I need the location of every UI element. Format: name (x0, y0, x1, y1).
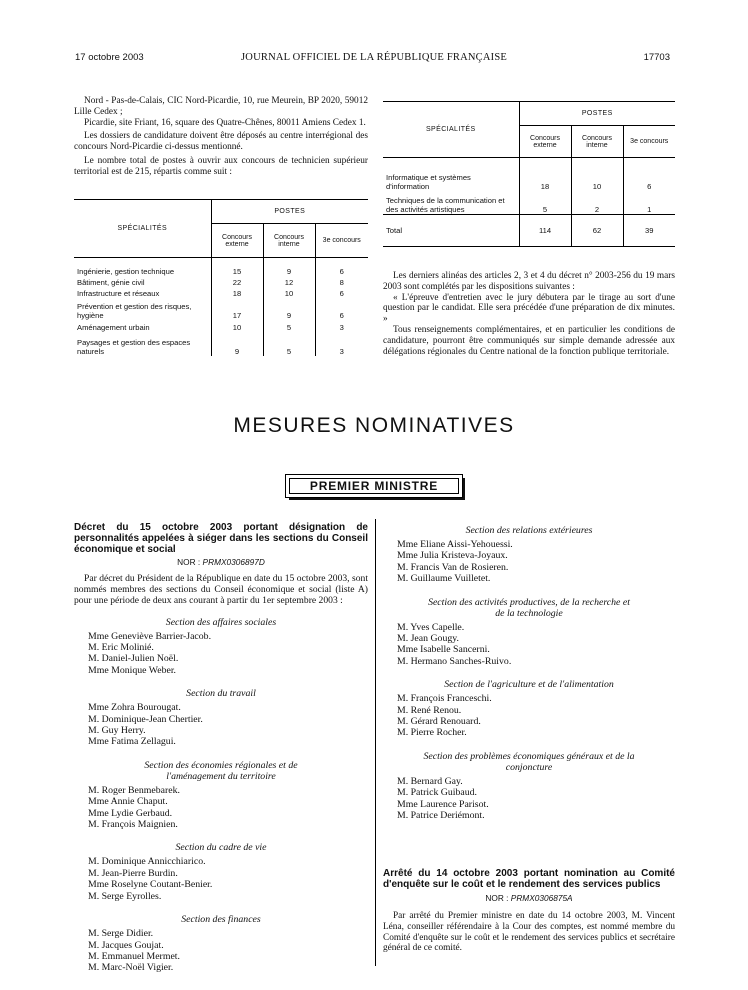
top-left-text (74, 96, 368, 178)
member-name: Mme Geneviève Barrier-Jacob. (88, 630, 212, 642)
section-title: Section des finances (181, 914, 261, 926)
cell-troisieme: 6 (623, 158, 675, 191)
member-name: M. Jean Gougy. (397, 633, 459, 645)
header-specialites: SPÉCIALITÉS (383, 102, 519, 158)
row-label: Informatique et systèmes d'information (386, 172, 471, 191)
arrete-text: Par arrêté du Premier ministre en date du 14 octobre 2003, M. Vincent Léna, conseiller référendaire à la Cour des comptes, est nommé membre du Comité d'enquête sur le coût et le rendement des services publics et secrétaire général de ce comité. (383, 911, 675, 954)
section-title: Section du cadre de vie (175, 842, 267, 854)
sections-left (74, 617, 368, 974)
header-postes: POSTES (519, 102, 675, 126)
member-name: Mme Julia Kristeva-Joyaux. (397, 550, 508, 562)
member-name: M. Pierre Rocher. (397, 727, 467, 739)
row-label: Paysages et gestion des espaces naturels (77, 337, 191, 356)
member-name: M. Marc-Noël Vigier. (88, 962, 174, 974)
member-name: M. Serge Eyrolles. (88, 890, 162, 902)
member-name: M. Jacques Goujat. (88, 939, 164, 951)
cell-troisieme: 6 (315, 287, 368, 298)
cell-troisieme: 3 (315, 320, 368, 332)
epreuve-paragraph: « L'épreuve d'entretien avec le jury débutera par le tirage au sort d'une question par le candidat. Elle sera précédée d'une préparation de dix minutes. » (383, 292, 675, 325)
nor-code: PRMX0306897D (202, 557, 265, 567)
cell-interne: 5 (263, 332, 315, 356)
member-name: M. Yves Capelle. (397, 621, 465, 633)
total-externe: 114 (519, 215, 571, 247)
header-concours-interne: Concours interne (263, 224, 315, 258)
cell-troisieme: 8 (315, 276, 368, 287)
section-title: Section des activités productives, de la recherche et de la technologie (428, 596, 630, 619)
cell-externe: 9 (211, 332, 263, 356)
cell-interne: 9 (263, 298, 315, 320)
member-name: Mme Isabelle Sancerni. (397, 644, 490, 656)
row-label: Bâtiment, génie civil (77, 277, 145, 287)
total-troisieme: 39 (623, 215, 675, 247)
cell-interne: 2 (571, 191, 623, 215)
renseignements-paragraph: Tous renseignements complémentaires, et en particulier les conditions de candidature, pourront être communiqués sur simple demande adressée aux délégations régionales du Centre national de la fonction publique territoriale. (383, 324, 675, 357)
member-name: M. Dominique Annicchiarico. (88, 856, 206, 868)
cell-externe: 10 (211, 320, 263, 332)
nor-code: PRMX0306875A (510, 893, 573, 903)
total-postes-paragraph: Le nombre total de postes à ouvrir aux concours de technicien supérieur territorial est de 215, répartis comme suit : (74, 155, 368, 177)
arrete-block (383, 868, 675, 954)
member-name: Mme Lydie Gerbaud. (88, 807, 173, 819)
header-troisieme-concours: 3e concours (315, 224, 368, 258)
decret-title: Décret du 15 octobre 2003 portant désignation de personnalités appelées à siéger dans les sections du Conseil économique et social (74, 522, 368, 555)
member-name: M. Patrice Deriémont. (397, 810, 485, 822)
sections-right (383, 525, 675, 822)
dossiers-paragraph: Les dossiers de candidature doivent être déposés au centre interrégional des concours Nord-Picardie ci-dessus mentionné. (74, 131, 368, 153)
sections-right-block (383, 518, 675, 822)
member-name: M. François Maignien. (88, 819, 178, 831)
section-title: Section du travail (186, 688, 256, 700)
member-name: Mme Monique Weber. (88, 664, 177, 676)
cell-externe: 18 (211, 287, 263, 298)
arrete-title: Arrêté du 14 octobre 2003 portant nomination au Comité d'enquête sur le coût et le rendement des services publics (383, 868, 675, 890)
section-title: Section des problèmes économiques généraux et de la conjoncture (423, 750, 635, 773)
member-name: Mme Fatima Zellagui. (88, 736, 176, 748)
member-name: Mme Roselyne Coutant-Benier. (88, 879, 213, 891)
decret-articles-paragraph: Les derniers alinéas des articles 2, 3 et 4 du décret n° 2003-256 du 19 mars 2003 sont complétés par les dispositions suivantes : (383, 271, 675, 292)
row-label: Ingénierie, gestion technique (77, 266, 175, 276)
decret-block (74, 522, 368, 974)
total-interne: 62 (571, 215, 623, 247)
section-title: Section des affaires sociales (165, 616, 277, 628)
member-name: Mme Eliane Aissi-Yehouessi. (397, 539, 513, 550)
journal-title: JOURNAL OFFICIEL DE LA RÉPUBLIQUE FRANÇAISE (241, 52, 507, 63)
header-concours-externe: Concours externe (519, 126, 571, 158)
cell-troisieme: 6 (315, 298, 368, 320)
cell-troisieme: 6 (315, 258, 368, 276)
header-concours-interne: Concours interne (571, 126, 623, 158)
member-name: M. Gérard Renouard. (397, 716, 481, 728)
header-postes: POSTES (211, 200, 368, 224)
row-label: Prévention et gestion des risques, hygiène (77, 301, 192, 320)
postes-table-2 (383, 101, 675, 247)
section-title: Section de l'agriculture et de l'alimentation (444, 679, 614, 691)
cell-interne: 12 (263, 276, 315, 287)
header-date: 17 octobre 2003 (75, 52, 144, 63)
header-concours-externe: Concours externe (211, 224, 263, 258)
member-name: M. Francis Van de Rosieren. (397, 561, 509, 573)
member-name: M. Serge Didier. (88, 928, 154, 940)
total-label: Total (383, 215, 519, 247)
member-name: M. François Franceschi. (397, 693, 492, 705)
mesures-nominatives-title: MESURES NOMINATIVES (233, 414, 515, 437)
cell-troisieme: 1 (623, 191, 675, 215)
member-name: M. Dominique-Jean Chertier. (88, 713, 203, 725)
row-label: Aménagement urbain (77, 322, 150, 332)
member-name: M. Guillaume Vuilletet. (397, 573, 491, 585)
member-name: Mme Annie Chaput. (88, 796, 168, 808)
member-name: M. Bernard Gay. (397, 775, 463, 787)
decret-nor (74, 557, 368, 567)
ministry-box (285, 474, 463, 498)
section-title: Section des économies régionales et de l'aménagement du territoire (144, 759, 298, 782)
cell-interne: 10 (263, 287, 315, 298)
member-name: M. René Renou. (397, 704, 462, 716)
cell-externe: 18 (519, 158, 571, 191)
cell-externe: 15 (211, 258, 263, 276)
cell-interne: 9 (263, 258, 315, 276)
arrete-nor (383, 893, 675, 903)
member-name: Mme Laurence Parisot. (397, 798, 489, 810)
cell-externe: 17 (211, 298, 263, 320)
header-specialites: SPÉCIALITÉS (74, 200, 211, 258)
ministry-label: PREMIER MINISTRE (289, 478, 459, 494)
page-number: 17703 (643, 52, 670, 63)
column-divider (375, 519, 376, 966)
section-title: Section des relations extérieures (465, 525, 593, 536)
member-name: M. Daniel-Julien Noël. (88, 653, 179, 665)
nor-prefix: NOR : (177, 557, 201, 567)
member-name: Mme Zohra Bourougat. (88, 702, 181, 714)
member-name: M. Guy Herry. (88, 725, 146, 737)
address-picardie: Picardie, site Friant, 16, square des Quatre-Chênes, 80011 Amiens Cedex 1. (84, 117, 366, 128)
postes-table-1 (74, 199, 368, 356)
row-label: Techniques de la communication et des activités artistiques (386, 196, 505, 214)
cell-troisieme: 3 (315, 332, 368, 356)
cell-externe: 22 (211, 276, 263, 287)
member-name: M. Roger Benmebarek. (88, 784, 180, 796)
member-name: M. Patrick Guibaud. (397, 787, 477, 799)
address-nord: Nord - Pas-de-Calais, CIC Nord-Picardie, 10, rue Meurein, BP 2020, 59012 Lille Cedex ; (74, 96, 368, 117)
decret-intro: Par décret du Président de la République en date du 15 octobre 2003, sont nommés membres des sections du Conseil économique et social (liste A) pour une période de deux ans courant à partir du 1er septembre 2003 : (74, 573, 368, 607)
member-name: M. Hermano Sanches-Ruivo. (397, 655, 512, 667)
cell-interne: 10 (571, 158, 623, 191)
cell-externe: 5 (519, 191, 571, 215)
member-name: M. Jean-Pierre Burdin. (88, 867, 178, 879)
member-name: M. Eric Molinié. (88, 642, 154, 654)
member-name: M. Emmanuel Mermet. (88, 950, 180, 962)
cell-interne: 5 (263, 320, 315, 332)
nor-prefix: NOR : (485, 893, 509, 903)
top-right-text (383, 271, 675, 357)
header-troisieme-concours: 3e concours (623, 126, 675, 158)
row-label: Infrastructure et réseaux (77, 288, 160, 298)
